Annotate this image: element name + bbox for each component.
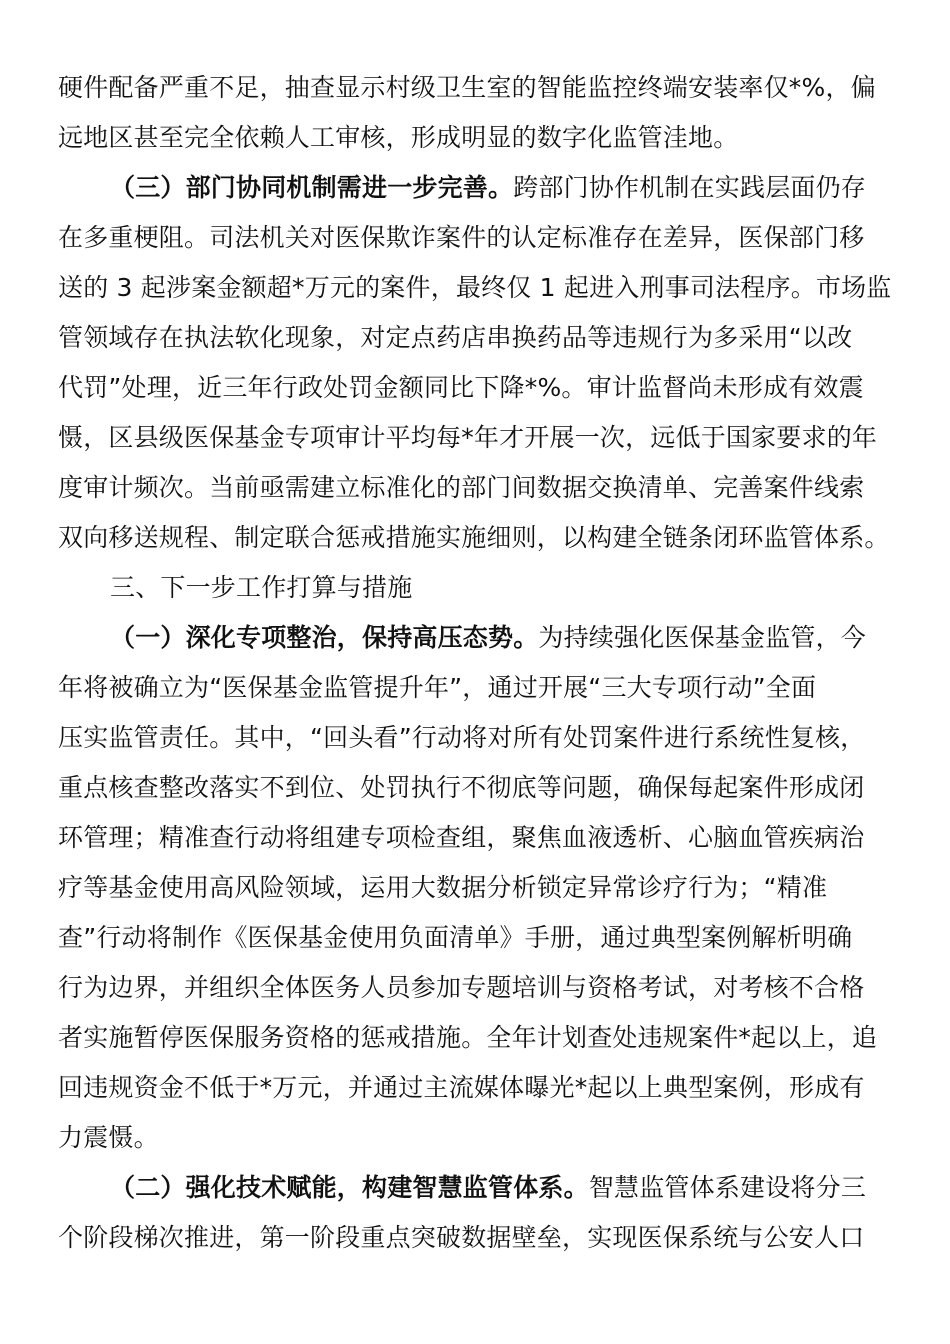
text-run: 远地区甚至完全依赖人工审核，形成明显的数字化监管洼地。	[58, 123, 739, 152]
text-run: 重点核查整改落实不到位、处罚执行不彻底等问题，确保每起案件形成闭	[58, 773, 865, 802]
section-heading-line	[110, 168, 898, 208]
text-run: 力震慑。	[58, 1123, 159, 1152]
chapter-heading-3: 三、下一步工作打算与措施	[110, 573, 413, 602]
paragraph-line	[58, 268, 898, 308]
text-run: 慑，区县级医保基金专项审计平均每*年才开展一次，远低于国家要求的年	[58, 423, 878, 452]
text-run: 为持续强化医保基金监管，今	[538, 623, 867, 652]
paragraph-line	[58, 1018, 898, 1058]
paragraph-line	[58, 668, 898, 708]
paragraph-line	[58, 818, 898, 858]
paragraph-line	[58, 1218, 898, 1258]
paragraph-line	[58, 68, 898, 108]
text-run: 者实施暂停医保服务资格的惩戒措施。全年计划查处违规案件*起以上，追	[58, 1023, 878, 1052]
paragraph-line	[58, 468, 898, 508]
text-run: 回违规资金不低于*万元，并通过主流媒体曝光*起以上典型案例，形成有	[58, 1073, 865, 1102]
text-run: 双向移送规程、制定联合惩戒措施实施细则，以构建全链条闭环监管体系。	[58, 523, 890, 552]
paragraph-line	[58, 718, 898, 758]
text-run: 智慧监管体系建设将分三	[588, 1173, 867, 1202]
paragraph-line	[58, 1118, 898, 1158]
text-run: 行为边界，并组织全体医务人员参加专题培训与资格考试，对考核不合格	[58, 973, 865, 1002]
section-heading-line	[110, 618, 898, 658]
text-run: 管领域存在执法软化现象，对定点药店串换药品等违规行为多采用“以改	[58, 323, 853, 352]
text-run: 疗等基金使用高风险领域，运用大数据分析锁定异常诊疗行为；“精准	[58, 873, 828, 902]
paragraph-line	[58, 768, 898, 808]
paragraph-line	[58, 418, 898, 458]
paragraph-line	[58, 218, 898, 258]
text-run: 送的 3 起涉案金额超*万元的案件，最终仅 1 起进入刑事司法程序。市场监	[58, 273, 892, 302]
text-run: 环管理；精准查行动将组建专项检查组，聚焦血液透析、心脑血管疾病治	[58, 823, 865, 852]
section-heading-3: （三）部门协同机制需进一步完善。	[110, 173, 514, 202]
paragraph-line	[58, 368, 898, 408]
paragraph-line	[58, 918, 898, 958]
paragraph-line	[58, 118, 898, 158]
section-heading-line	[110, 1168, 898, 1208]
text-run: 代罚”处理，近三年行政处罚金额同比下降*%。审计监督尚未形成有效震	[58, 373, 864, 402]
text-run: 硬件配备严重不足，抽查显示村级卫生室的智能监控终端安装率仅*%，偏	[58, 73, 876, 102]
text-run: 度审计频次。当前亟需建立标准化的部门间数据交换清单、完善案件线索	[58, 473, 865, 502]
text-run: 压实监管责任。其中，“回头看”行动将对所有处罚案件进行系统性复核，	[58, 723, 866, 752]
section-heading-2: （二）强化技术赋能，构建智慧监管体系。	[110, 1173, 589, 1202]
paragraph-line	[58, 1068, 898, 1108]
chapter-heading-line	[110, 568, 898, 608]
paragraph-line	[58, 968, 898, 1008]
text-run: 个阶段梯次推进，第一阶段重点突破数据壁垒，实现医保系统与公安人口	[58, 1223, 865, 1252]
section-heading-1: （一）深化专项整治，保持高压态势。	[110, 623, 539, 652]
text-run: 跨部门协作机制在实践层面仍存	[513, 173, 867, 202]
text-run: 在多重梗阻。司法机关对医保欺诈案件的认定标准存在差异，医保部门移	[58, 223, 865, 252]
paragraph-line	[58, 518, 898, 558]
text-run: 查”行动将制作《医保基金使用负面清单》手册，通过典型案例解析明确	[58, 923, 853, 952]
paragraph-line	[58, 318, 898, 358]
paragraph-line	[58, 868, 898, 908]
text-run: 年将被确立为“医保基金监管提升年”，通过开展“三大专项行动”全面	[58, 673, 817, 702]
